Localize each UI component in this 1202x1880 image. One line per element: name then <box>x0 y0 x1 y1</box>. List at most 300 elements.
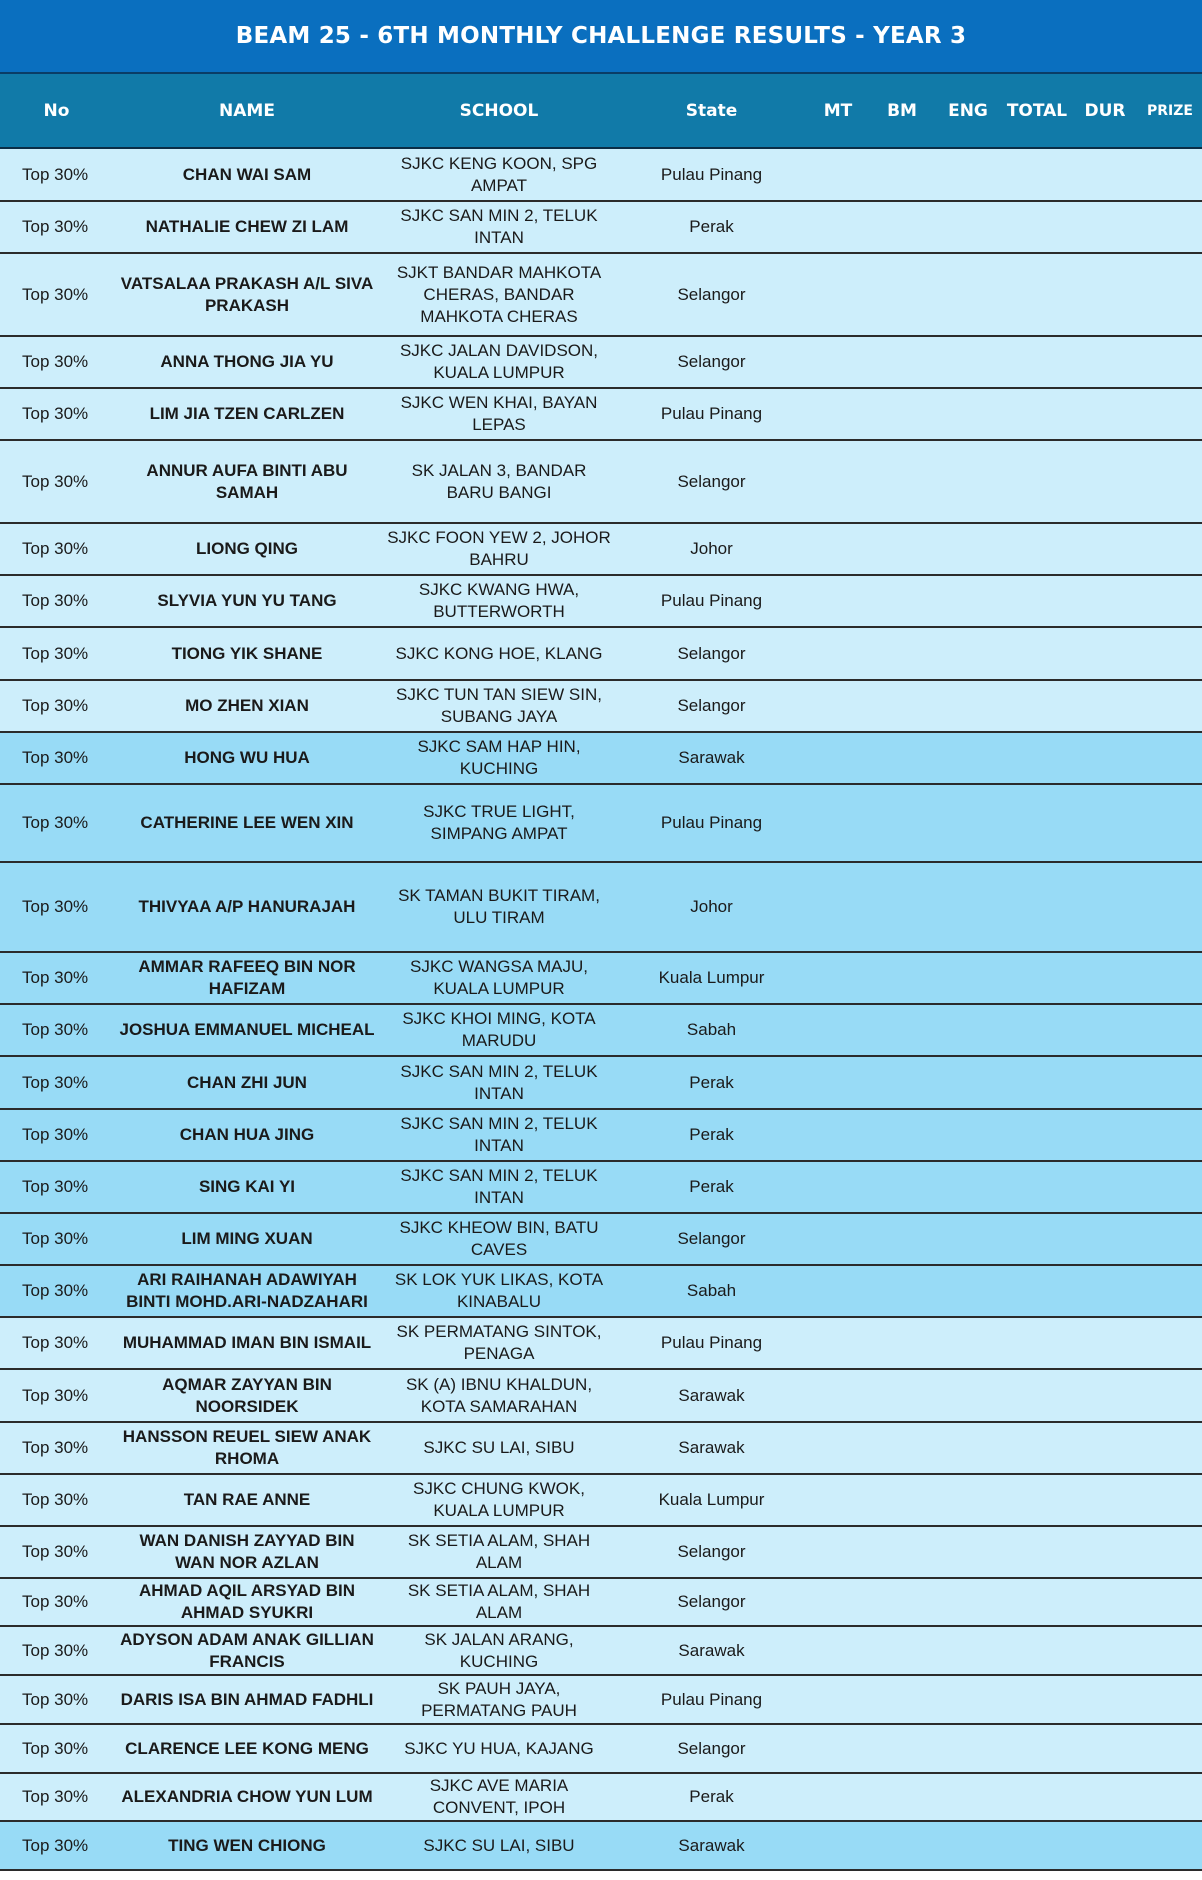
table-row <box>0 201 1202 253</box>
column-header-state: State <box>617 74 806 148</box>
table-row <box>0 1821 1202 1870</box>
table-row <box>0 1773 1202 1821</box>
row-dur-cell <box>1072 1626 1138 1675</box>
row-dur-cell <box>1072 1526 1138 1578</box>
row-mt-cell <box>806 1369 870 1422</box>
row-no-cell: Top 30% <box>0 1626 113 1675</box>
row-name-cell: ADYSON ADAM ANAK GILLIAN FRANCIS <box>113 1626 381 1675</box>
row-school-cell: SJKC KONG HOE, KLANG <box>381 627 617 680</box>
row-eng-cell <box>934 1526 1002 1578</box>
row-bm-cell <box>870 732 934 784</box>
row-prize-cell <box>1138 1474 1202 1526</box>
row-eng-cell <box>934 1474 1002 1526</box>
row-bm-cell <box>870 253 934 336</box>
row-bm-cell <box>870 1626 934 1675</box>
table-row <box>0 1422 1202 1474</box>
row-mt-cell <box>806 784 870 862</box>
row-bm-cell <box>870 1821 934 1870</box>
row-bm-cell <box>870 1578 934 1626</box>
row-prize-cell <box>1138 1109 1202 1161</box>
row-total-cell <box>1002 440 1072 523</box>
row-mt-cell <box>806 575 870 627</box>
row-prize-cell <box>1138 1526 1202 1578</box>
row-eng-cell <box>934 627 1002 680</box>
row-eng-cell <box>934 1004 1002 1056</box>
row-eng-cell <box>934 1161 1002 1213</box>
row-state-cell: Sarawak <box>617 1369 806 1422</box>
table-row <box>0 862 1202 952</box>
row-prize-cell <box>1138 1675 1202 1724</box>
row-mt-cell <box>806 336 870 388</box>
row-school-cell: SK SETIA ALAM, SHAH ALAM <box>381 1578 617 1626</box>
row-prize-cell <box>1138 1773 1202 1821</box>
row-name-cell: CHAN HUA JING <box>113 1109 381 1161</box>
row-state-cell: Sarawak <box>617 1821 806 1870</box>
row-dur-cell <box>1072 784 1138 862</box>
row-state-cell: Perak <box>617 1056 806 1109</box>
row-state-cell: Sarawak <box>617 1626 806 1675</box>
row-eng-cell <box>934 336 1002 388</box>
row-name-cell: TING WEN CHIONG <box>113 1821 381 1870</box>
row-state-cell: Pulau Pinang <box>617 148 806 201</box>
row-total-cell <box>1002 253 1072 336</box>
row-no-cell: Top 30% <box>0 1265 113 1317</box>
row-state-cell: Perak <box>617 201 806 253</box>
column-header-total: TOTAL <box>1002 74 1072 148</box>
column-header-no: No <box>0 74 113 148</box>
row-name-cell: MUHAMMAD IMAN BIN ISMAIL <box>113 1317 381 1369</box>
row-total-cell <box>1002 1109 1072 1161</box>
row-prize-cell <box>1138 336 1202 388</box>
table-body <box>0 148 1202 1870</box>
row-school-cell: SJKC AVE MARIA CONVENT, IPOH <box>381 1773 617 1821</box>
row-bm-cell <box>870 784 934 862</box>
row-dur-cell <box>1072 952 1138 1004</box>
row-dur-cell <box>1072 862 1138 952</box>
row-no-cell: Top 30% <box>0 680 113 732</box>
row-prize-cell <box>1138 1578 1202 1626</box>
row-name-cell: LIM MING XUAN <box>113 1213 381 1265</box>
row-eng-cell <box>934 952 1002 1004</box>
row-state-cell: Sabah <box>617 1004 806 1056</box>
row-school-cell: SJKC CHUNG KWOK, KUALA LUMPUR <box>381 1474 617 1526</box>
row-total-cell <box>1002 1626 1072 1675</box>
row-mt-cell <box>806 952 870 1004</box>
row-bm-cell <box>870 1161 934 1213</box>
row-mt-cell <box>806 1317 870 1369</box>
row-school-cell: SJKC KENG KOON, SPG AMPAT <box>381 148 617 201</box>
row-eng-cell <box>934 1724 1002 1773</box>
row-prize-cell <box>1138 1265 1202 1317</box>
row-dur-cell <box>1072 1056 1138 1109</box>
row-no-cell: Top 30% <box>0 1474 113 1526</box>
row-school-cell: SJKC SAN MIN 2, TELUK INTAN <box>381 1161 617 1213</box>
table-row <box>0 1317 1202 1369</box>
row-mt-cell <box>806 680 870 732</box>
row-dur-cell <box>1072 1773 1138 1821</box>
row-no-cell: Top 30% <box>0 1724 113 1773</box>
row-no-cell: Top 30% <box>0 1675 113 1724</box>
table-row <box>0 148 1202 201</box>
row-mt-cell <box>806 523 870 575</box>
table-row <box>0 575 1202 627</box>
row-name-cell: ANNA THONG JIA YU <box>113 336 381 388</box>
row-dur-cell <box>1072 680 1138 732</box>
row-bm-cell <box>870 1265 934 1317</box>
row-mt-cell <box>806 1213 870 1265</box>
column-header-dur: DUR <box>1072 74 1138 148</box>
row-name-cell: SING KAI YI <box>113 1161 381 1213</box>
row-state-cell: Selangor <box>617 253 806 336</box>
column-header-school: SCHOOL <box>381 74 617 148</box>
row-bm-cell <box>870 952 934 1004</box>
row-dur-cell <box>1072 1369 1138 1422</box>
row-state-cell: Selangor <box>617 680 806 732</box>
row-eng-cell <box>934 1422 1002 1474</box>
row-state-cell: Perak <box>617 1773 806 1821</box>
row-eng-cell <box>934 440 1002 523</box>
row-total-cell <box>1002 1526 1072 1578</box>
row-state-cell: Pulau Pinang <box>617 1317 806 1369</box>
row-school-cell: SJKC SAN MIN 2, TELUK INTAN <box>381 201 617 253</box>
row-no-cell: Top 30% <box>0 336 113 388</box>
row-prize-cell <box>1138 732 1202 784</box>
row-name-cell: NATHALIE CHEW ZI LAM <box>113 201 381 253</box>
table-row <box>0 1724 1202 1773</box>
row-bm-cell <box>870 575 934 627</box>
row-prize-cell <box>1138 952 1202 1004</box>
table-row <box>0 336 1202 388</box>
row-eng-cell <box>934 1626 1002 1675</box>
row-prize-cell <box>1138 680 1202 732</box>
row-prize-cell <box>1138 148 1202 201</box>
row-name-cell: TIONG YIK SHANE <box>113 627 381 680</box>
row-school-cell: SJKC WANGSA MAJU, KUALA LUMPUR <box>381 952 617 1004</box>
table-row <box>0 1109 1202 1161</box>
row-name-cell: AMMAR RAFEEQ BIN NOR HAFIZAM <box>113 952 381 1004</box>
row-school-cell: SK TAMAN BUKIT TIRAM, ULU TIRAM <box>381 862 617 952</box>
row-total-cell <box>1002 627 1072 680</box>
table-row <box>0 1626 1202 1675</box>
row-mt-cell <box>806 388 870 440</box>
row-eng-cell <box>934 201 1002 253</box>
table-row <box>0 952 1202 1004</box>
column-header-name: NAME <box>113 74 381 148</box>
row-no-cell: Top 30% <box>0 1422 113 1474</box>
row-mt-cell <box>806 1526 870 1578</box>
row-name-cell: MO ZHEN XIAN <box>113 680 381 732</box>
row-name-cell: AQMAR ZAYYAN BIN NOORSIDEK <box>113 1369 381 1422</box>
row-total-cell <box>1002 201 1072 253</box>
row-bm-cell <box>870 1724 934 1773</box>
row-state-cell: Selangor <box>617 627 806 680</box>
row-state-cell: Perak <box>617 1161 806 1213</box>
row-bm-cell <box>870 1422 934 1474</box>
row-no-cell: Top 30% <box>0 732 113 784</box>
row-school-cell: SK LOK YUK LIKAS, KOTA KINABALU <box>381 1265 617 1317</box>
row-school-cell: SJKC TRUE LIGHT, SIMPANG AMPAT <box>381 784 617 862</box>
row-prize-cell <box>1138 575 1202 627</box>
row-school-cell: SK JALAN ARANG, KUCHING <box>381 1626 617 1675</box>
row-name-cell: ALEXANDRIA CHOW YUN LUM <box>113 1773 381 1821</box>
row-school-cell: SK SETIA ALAM, SHAH ALAM <box>381 1526 617 1578</box>
row-name-cell: LIM JIA TZEN CARLZEN <box>113 388 381 440</box>
row-state-cell: Sarawak <box>617 1422 806 1474</box>
row-school-cell: SJKC SAN MIN 2, TELUK INTAN <box>381 1056 617 1109</box>
row-school-cell: SJKC SAN MIN 2, TELUK INTAN <box>381 1109 617 1161</box>
row-mt-cell <box>806 1724 870 1773</box>
row-dur-cell <box>1072 440 1138 523</box>
row-bm-cell <box>870 1004 934 1056</box>
table-row <box>0 1265 1202 1317</box>
row-dur-cell <box>1072 1109 1138 1161</box>
row-bm-cell <box>870 440 934 523</box>
row-mt-cell <box>806 201 870 253</box>
row-dur-cell <box>1072 253 1138 336</box>
row-state-cell: Perak <box>617 1109 806 1161</box>
row-school-cell: SJKC KHEOW BIN, BATU CAVES <box>381 1213 617 1265</box>
row-prize-cell <box>1138 1004 1202 1056</box>
row-name-cell: LIONG QING <box>113 523 381 575</box>
row-state-cell: Selangor <box>617 1724 806 1773</box>
table-row <box>0 1474 1202 1526</box>
row-eng-cell <box>934 1056 1002 1109</box>
row-mt-cell <box>806 253 870 336</box>
row-total-cell <box>1002 1265 1072 1317</box>
row-state-cell: Pulau Pinang <box>617 575 806 627</box>
row-eng-cell <box>934 148 1002 201</box>
row-bm-cell <box>870 1474 934 1526</box>
row-total-cell <box>1002 148 1072 201</box>
table-row <box>0 1056 1202 1109</box>
row-dur-cell <box>1072 201 1138 253</box>
row-school-cell: SJKC FOON YEW 2, JOHOR BAHRU <box>381 523 617 575</box>
row-total-cell <box>1002 1056 1072 1109</box>
row-mt-cell <box>806 1578 870 1626</box>
row-name-cell: ANNUR AUFA BINTI ABU SAMAH <box>113 440 381 523</box>
row-total-cell <box>1002 1821 1072 1870</box>
row-state-cell: Kuala Lumpur <box>617 1474 806 1526</box>
row-prize-cell <box>1138 627 1202 680</box>
row-name-cell: THIVYAA A/P HANURAJAH <box>113 862 381 952</box>
row-state-cell: Pulau Pinang <box>617 1675 806 1724</box>
row-bm-cell <box>870 862 934 952</box>
row-name-cell: SLYVIA YUN YU TANG <box>113 575 381 627</box>
row-prize-cell <box>1138 201 1202 253</box>
row-total-cell <box>1002 575 1072 627</box>
row-name-cell: JOSHUA EMMANUEL MICHEAL <box>113 1004 381 1056</box>
row-bm-cell <box>870 1675 934 1724</box>
row-eng-cell <box>934 1265 1002 1317</box>
row-name-cell: CHAN WAI SAM <box>113 148 381 201</box>
row-eng-cell <box>934 1578 1002 1626</box>
row-dur-cell <box>1072 732 1138 784</box>
row-total-cell <box>1002 1369 1072 1422</box>
row-no-cell: Top 30% <box>0 201 113 253</box>
row-school-cell: SJKC WEN KHAI, BAYAN LEPAS <box>381 388 617 440</box>
table-row <box>0 784 1202 862</box>
row-school-cell: SK PERMATANG SINTOK, PENAGA <box>381 1317 617 1369</box>
row-no-cell: Top 30% <box>0 1526 113 1578</box>
row-dur-cell <box>1072 1317 1138 1369</box>
table-row <box>0 732 1202 784</box>
row-eng-cell <box>934 784 1002 862</box>
table-row <box>0 440 1202 523</box>
row-dur-cell <box>1072 1422 1138 1474</box>
row-name-cell: WAN DANISH ZAYYAD BIN WAN NOR AZLAN <box>113 1526 381 1578</box>
table-row <box>0 1004 1202 1056</box>
row-total-cell <box>1002 784 1072 862</box>
row-state-cell: Johor <box>617 523 806 575</box>
row-prize-cell <box>1138 253 1202 336</box>
row-no-cell: Top 30% <box>0 575 113 627</box>
row-mt-cell <box>806 1773 870 1821</box>
row-state-cell: Johor <box>617 862 806 952</box>
row-mt-cell <box>806 1474 870 1526</box>
row-prize-cell <box>1138 1213 1202 1265</box>
row-prize-cell <box>1138 1317 1202 1369</box>
row-state-cell: Sarawak <box>617 732 806 784</box>
row-mt-cell <box>806 1422 870 1474</box>
row-prize-cell <box>1138 1724 1202 1773</box>
row-school-cell: SK PAUH JAYA, PERMATANG PAUH <box>381 1675 617 1724</box>
row-total-cell <box>1002 1773 1072 1821</box>
row-bm-cell <box>870 1056 934 1109</box>
page-title: BEAM 25 - 6TH MONTHLY CHALLENGE RESULTS - YEAR 3 <box>0 0 1202 74</box>
row-bm-cell <box>870 627 934 680</box>
row-mt-cell <box>806 1056 870 1109</box>
row-bm-cell <box>870 1773 934 1821</box>
row-total-cell <box>1002 952 1072 1004</box>
row-total-cell <box>1002 1004 1072 1056</box>
row-total-cell <box>1002 1724 1072 1773</box>
row-total-cell <box>1002 388 1072 440</box>
row-bm-cell <box>870 1369 934 1422</box>
row-mt-cell <box>806 1821 870 1870</box>
row-state-cell: Selangor <box>617 1526 806 1578</box>
row-school-cell: SK (A) IBNU KHALDUN, KOTA SAMARAHAN <box>381 1369 617 1422</box>
row-mt-cell <box>806 1109 870 1161</box>
row-state-cell: Pulau Pinang <box>617 388 806 440</box>
row-no-cell: Top 30% <box>0 784 113 862</box>
row-bm-cell <box>870 148 934 201</box>
row-state-cell: Selangor <box>617 440 806 523</box>
row-prize-cell <box>1138 1161 1202 1213</box>
row-state-cell: Selangor <box>617 1578 806 1626</box>
row-school-cell: SJKC YU HUA, KAJANG <box>381 1724 617 1773</box>
table-row <box>0 1369 1202 1422</box>
row-eng-cell <box>934 1109 1002 1161</box>
row-state-cell: Selangor <box>617 1213 806 1265</box>
table-row <box>0 523 1202 575</box>
row-bm-cell <box>870 1317 934 1369</box>
row-no-cell: Top 30% <box>0 253 113 336</box>
row-dur-cell <box>1072 1161 1138 1213</box>
row-dur-cell <box>1072 1675 1138 1724</box>
row-dur-cell <box>1072 1004 1138 1056</box>
row-bm-cell <box>870 523 934 575</box>
row-mt-cell <box>806 1265 870 1317</box>
row-state-cell: Selangor <box>617 336 806 388</box>
table-row <box>0 1675 1202 1724</box>
row-no-cell: Top 30% <box>0 1369 113 1422</box>
row-name-cell: TAN RAE ANNE <box>113 1474 381 1526</box>
row-eng-cell <box>934 1369 1002 1422</box>
row-prize-cell <box>1138 1821 1202 1870</box>
row-dur-cell <box>1072 336 1138 388</box>
row-name-cell: ARI RAIHANAH ADAWIYAH BINTI MOHD.ARI-NADZAHARI <box>113 1265 381 1317</box>
row-school-cell: SJKC KHOI MING, KOTA MARUDU <box>381 1004 617 1056</box>
column-header-prize: PRIZE <box>1138 74 1202 148</box>
row-no-cell: Top 30% <box>0 1773 113 1821</box>
row-bm-cell <box>870 1109 934 1161</box>
row-name-cell: CHAN ZHI JUN <box>113 1056 381 1109</box>
row-eng-cell <box>934 1675 1002 1724</box>
row-bm-cell <box>870 1526 934 1578</box>
row-eng-cell <box>934 1773 1002 1821</box>
row-eng-cell <box>934 253 1002 336</box>
table-row <box>0 680 1202 732</box>
column-header-bm: BM <box>870 74 934 148</box>
row-no-cell: Top 30% <box>0 1213 113 1265</box>
row-dur-cell <box>1072 523 1138 575</box>
row-state-cell: Sabah <box>617 1265 806 1317</box>
row-total-cell <box>1002 1675 1072 1724</box>
row-mt-cell <box>806 862 870 952</box>
row-school-cell: SJKT BANDAR MAHKOTA CHERAS, BANDAR MAHKOTA CHERAS <box>381 253 617 336</box>
row-total-cell <box>1002 1317 1072 1369</box>
row-name-cell: HANSSON REUEL SIEW ANAK RHOMA <box>113 1422 381 1474</box>
row-dur-cell <box>1072 148 1138 201</box>
row-dur-cell <box>1072 1265 1138 1317</box>
row-eng-cell <box>934 523 1002 575</box>
row-mt-cell <box>806 1004 870 1056</box>
row-prize-cell <box>1138 862 1202 952</box>
row-prize-cell <box>1138 1626 1202 1675</box>
row-eng-cell <box>934 732 1002 784</box>
row-prize-cell <box>1138 1056 1202 1109</box>
row-mt-cell <box>806 440 870 523</box>
row-dur-cell <box>1072 1578 1138 1626</box>
row-total-cell <box>1002 1161 1072 1213</box>
row-bm-cell <box>870 336 934 388</box>
row-total-cell <box>1002 732 1072 784</box>
row-no-cell: Top 30% <box>0 1056 113 1109</box>
row-dur-cell <box>1072 575 1138 627</box>
table-row <box>0 627 1202 680</box>
row-no-cell: Top 30% <box>0 148 113 201</box>
row-eng-cell <box>934 862 1002 952</box>
row-eng-cell <box>934 575 1002 627</box>
row-name-cell: DARIS ISA BIN AHMAD FADHLI <box>113 1675 381 1724</box>
table-header-row <box>0 74 1202 148</box>
row-no-cell: Top 30% <box>0 440 113 523</box>
row-no-cell: Top 30% <box>0 627 113 680</box>
row-no-cell: Top 30% <box>0 1004 113 1056</box>
row-school-cell: SJKC SU LAI, SIBU <box>381 1821 617 1870</box>
row-school-cell: SJKC JALAN DAVIDSON, KUALA LUMPUR <box>381 336 617 388</box>
row-no-cell: Top 30% <box>0 862 113 952</box>
row-prize-cell <box>1138 440 1202 523</box>
row-eng-cell <box>934 1213 1002 1265</box>
table-row <box>0 388 1202 440</box>
row-school-cell: SJKC KWANG HWA, BUTTERWORTH <box>381 575 617 627</box>
row-dur-cell <box>1072 1821 1138 1870</box>
row-bm-cell <box>870 201 934 253</box>
row-mt-cell <box>806 1161 870 1213</box>
row-mt-cell <box>806 732 870 784</box>
row-dur-cell <box>1072 627 1138 680</box>
